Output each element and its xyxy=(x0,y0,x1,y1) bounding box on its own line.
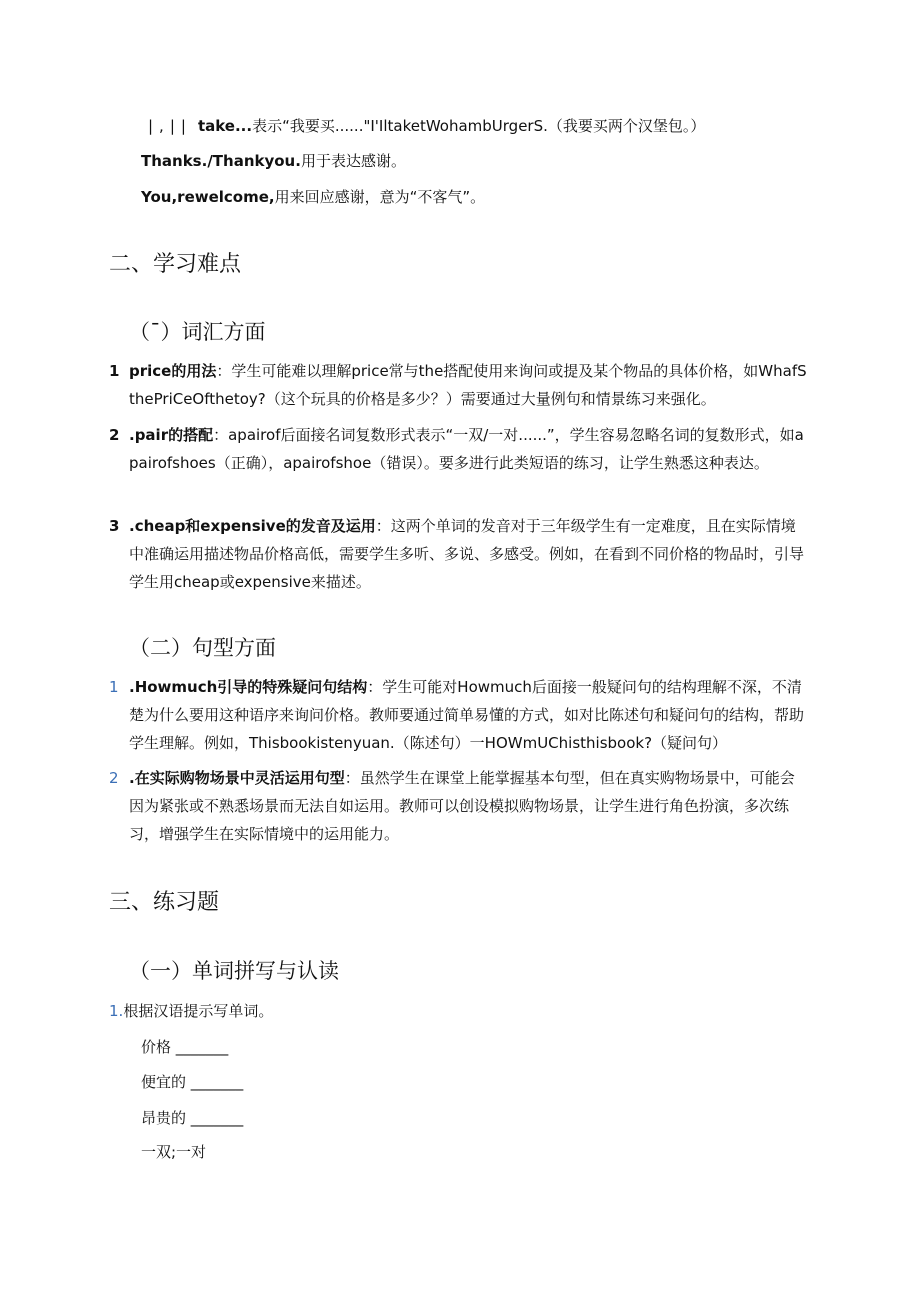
take-text: 表示“我要买......"I'IltaketWohambUrgerS.（我要买两个汉堡包。） xyxy=(252,117,706,135)
item-text: ：学生可能对Howmuch后面接一般疑问句的结构理解不深，不清楚为什么要用这种语序来询问价格。教师要通过简单易懂的方式，如对比陈述句和疑问句的结构，帮助学生理解。例如，Thisbookistenyuan.（陈述句）一HOWmUChisthisbook?（疑问句） xyxy=(129,678,805,752)
section-3-title: 三、练习题 xyxy=(109,890,220,915)
item-number: 3 xyxy=(109,517,120,535)
vocab-item-1 xyxy=(109,357,809,413)
word-expensive: 昂贵的 _______ xyxy=(141,1109,244,1127)
item-bold: .cheap和expensive的发音及运用 xyxy=(129,517,376,535)
sentence-subtitle: （二）句型方面 xyxy=(129,636,276,660)
word-pair: 一双;一对 xyxy=(141,1143,207,1161)
item-bold: .在实际购物场景中灵活运用句型 xyxy=(129,769,345,787)
vocab-subtitle: （¯）词汇方面 xyxy=(129,320,266,344)
sentence-item-2 xyxy=(109,764,809,848)
take-usage-line xyxy=(148,115,705,136)
item-number: 2 xyxy=(109,426,120,444)
item-bold: .Howmuch引导的特殊疑问句结构 xyxy=(129,678,368,696)
vocab-item-3 xyxy=(109,512,809,596)
item-bold: price的用法 xyxy=(129,362,217,380)
thanks-text: 用于表达感谢。 xyxy=(300,152,406,170)
spelling-subtitle: （一）单词拼写与认读 xyxy=(129,959,339,983)
welcome-bold: You,rewelcome, xyxy=(141,188,275,206)
item-text: ：学生可能难以理解price常与the搭配使用来询问或提及某个物品的具体价格，如WhafSthePriCeOfthetoy?（这个玩具的价格是多少？）需要通过大量例句和情景练习来强化。 xyxy=(129,362,807,408)
item-text: ：apairof后面接名词复数形式表示“一双/一对......”，学生容易忽略名词的复数形式，如apairofshoes（正确），apairofshoe（错误）。要多进行此类短语的练习，让学生熟悉这种表达。 xyxy=(129,426,804,472)
take-bold: take... xyxy=(197,117,253,135)
welcome-text: 用来回应感谢，意为“不客气”。 xyxy=(274,188,486,206)
thanks-line xyxy=(141,150,406,171)
word-cheap: 便宜的 _______ xyxy=(141,1073,244,1091)
section-2-title: 二、学习难点 xyxy=(109,252,242,277)
item-number: 2 xyxy=(109,769,119,787)
question-number: 1. xyxy=(109,1002,124,1020)
welcome-line xyxy=(141,186,485,207)
bar-marks: |,|| xyxy=(148,117,192,135)
word-price: 价格 _______ xyxy=(141,1038,229,1056)
item-bold: .pair的搭配 xyxy=(129,426,214,444)
item-number: 1 xyxy=(109,678,119,696)
sentence-item-1 xyxy=(109,673,809,757)
question-1 xyxy=(109,1000,273,1021)
item-number: 1 xyxy=(109,362,120,380)
question-text: 根据汉语提示写单词。 xyxy=(123,1002,274,1020)
item-text: ：这两个单词的发音对于三年级学生有一定难度，且在实际情境中准确运用描述物品价格高低，需要学生多听、多说、多感受。例如，在看到不同价格的物品时，引导学生用cheap或expensive来描述。 xyxy=(129,517,805,591)
thanks-bold: Thanks./Thankyou. xyxy=(141,152,301,170)
item-text: ：虽然学生在课堂上能掌握基本句型，但在真实购物场景中，可能会因为紧张或不熟悉场景而无法自如运用。教师可以创设模拟购物场景，让学生进行角色扮演，多次练习，增强学生在实际情境中的运用能力。 xyxy=(129,769,795,843)
vocab-item-2 xyxy=(109,421,809,477)
